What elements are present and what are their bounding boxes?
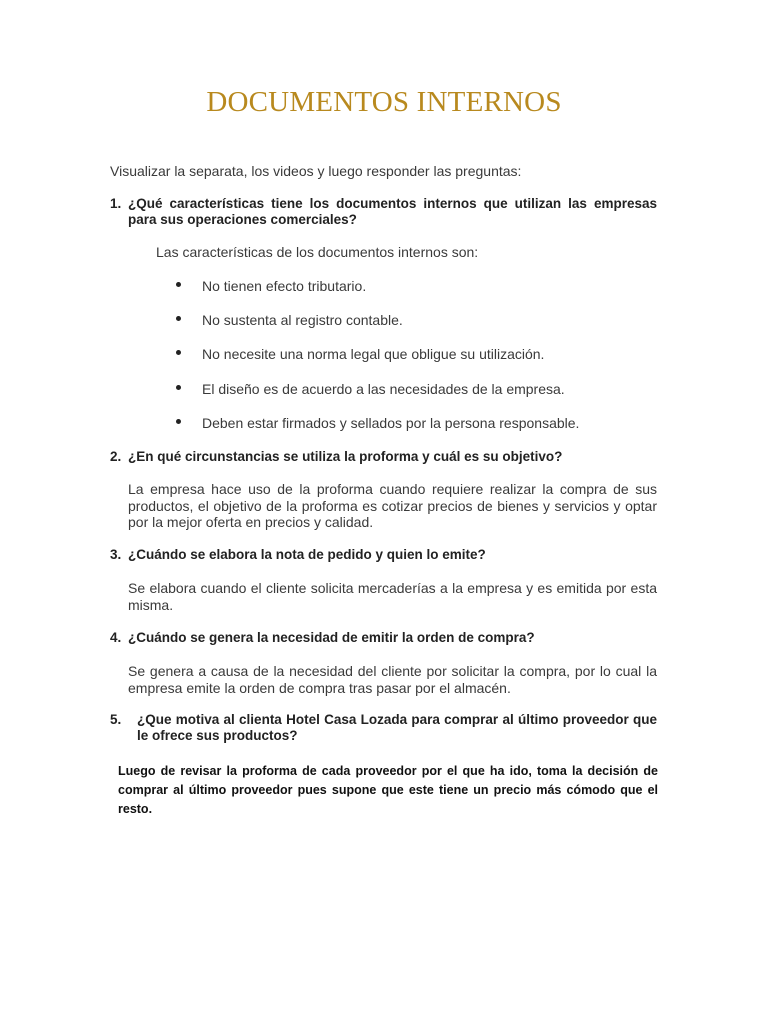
question-number: 2.: [110, 449, 122, 464]
list-item: Deben estar firmados y sellados por la persona responsable.: [176, 415, 579, 449]
bullet-icon: [176, 316, 181, 321]
question-number: 4.: [110, 630, 122, 645]
question-text: ¿Cuándo se genera la necesidad de emitir la orden de compra?: [128, 630, 535, 645]
bullet-icon: [176, 282, 181, 287]
question-number: 5.: [110, 712, 122, 727]
answer-3: Se elabora cuando el cliente solicita mercaderías a la empresa y es emitida por esta misma.: [128, 580, 657, 613]
bullet-icon: [176, 419, 181, 424]
answer-4: Se genera a causa de la necesidad del cliente por solicitar la compra, por lo cual la empresa emite la orden de compra tras pasar por el almacén.: [128, 663, 657, 696]
question-text: ¿Cuándo se elabora la nota de pedido y quien lo emite?: [128, 547, 486, 562]
bullet-icon: [176, 350, 181, 355]
list-item: El diseño es de acuerdo a las necesidades de la empresa.: [176, 381, 579, 415]
answer-5: Luego de revisar la proforma de cada proveedor por el que ha ido, toma la decisión de comprar al último proveedor pues supone que este tiene un precio más cómodo que el resto.: [118, 764, 658, 816]
question-4: [110, 630, 657, 646]
bullet-icon: [176, 385, 181, 390]
question-text: ¿Qué características tiene los documentos internos que utilizan las empresas para sus operaciones comerciales?: [128, 196, 657, 227]
question-number: 1.: [110, 196, 122, 211]
question-1: [110, 196, 657, 228]
intro-text: Visualizar la separata, los videos y luego responder las preguntas:: [110, 163, 522, 179]
answer-1-lead: Las características de los documentos internos son:: [156, 244, 479, 260]
question-2: [110, 449, 657, 465]
question-text: ¿Que motiva al clienta Hotel Casa Lozada para comprar al último proveedor que le ofrece sus productos?: [137, 712, 657, 743]
list-item: No necesite una norma legal que obligue su utilización.: [176, 346, 579, 380]
question-number: 3.: [110, 547, 122, 562]
list-item: No tienen efecto tributario.: [176, 278, 579, 312]
question-text: ¿En qué circunstancias se utiliza la proforma y cuál es su objetivo?: [128, 449, 563, 464]
answer-2: La empresa hace uso de la proforma cuando requiere realizar la compra de sus productos, el objetivo de la proforma es cotizar precios de bienes y servicios y optar por la mejor oferta en precios y calidad.: [128, 481, 657, 530]
list-item: No sustenta al registro contable.: [176, 312, 579, 346]
question-5: [110, 712, 657, 744]
answer-1-bullet-list: [176, 278, 579, 449]
document-title: DOCUMENTOS INTERNOS: [206, 86, 562, 118]
question-3: [110, 547, 657, 563]
